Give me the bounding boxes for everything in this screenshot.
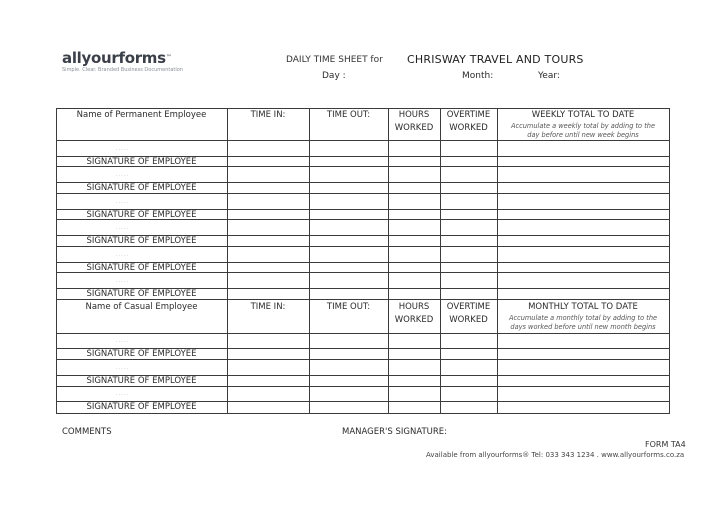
col-header-time-out: TIME OUT: <box>326 110 371 120</box>
timesheet-table <box>56 108 670 414</box>
name-line-hint: ..... <box>116 225 129 231</box>
row-line <box>56 299 670 300</box>
col-header-weekly-total: WEEKLY TOTAL TO DATE <box>531 110 635 120</box>
row-line <box>56 246 670 247</box>
logo <box>62 50 183 73</box>
col-header-hours: HOURS <box>398 302 430 312</box>
col-sep <box>309 108 310 414</box>
signature-label: SIGNATURE OF EMPLOYEE <box>86 183 197 193</box>
signature-label: SIGNATURE OF EMPLOYEE <box>86 210 197 220</box>
col-header-time-in: TIME IN: <box>250 110 286 120</box>
col-header-time-in: TIME IN: <box>250 302 286 312</box>
monthly-total-note-1: Accumulate a monthly total by adding to the <box>508 314 658 322</box>
name-line-hint: ..... <box>116 146 129 152</box>
name-line-hint: ..... <box>116 278 129 284</box>
row-line <box>56 333 670 334</box>
table-border-right <box>669 108 670 414</box>
month-label: Month: <box>462 71 494 81</box>
logo-name: allyourforms <box>62 49 166 67</box>
name-line-hint: ..... <box>116 365 129 371</box>
weekly-total-note-1: Accumulate a weekly total by adding to the <box>510 122 656 130</box>
table-border-top <box>56 108 670 109</box>
name-line-hint: ..... <box>116 199 129 205</box>
signature-label: SIGNATURE OF EMPLOYEE <box>86 349 197 359</box>
col-sep <box>227 108 228 414</box>
name-line-hint: ..... <box>116 338 129 344</box>
col-sep <box>388 108 389 414</box>
col-sep <box>440 108 441 414</box>
col-header-hours-worked: WORKED <box>394 123 434 133</box>
signature-label: SIGNATURE OF EMPLOYEE <box>86 157 197 167</box>
signature-label: SIGNATURE OF EMPLOYEE <box>86 236 197 246</box>
col-header-overtime-worked: WORKED <box>449 123 488 133</box>
logo-trademark: ™ <box>165 54 172 61</box>
row-line <box>56 359 670 360</box>
col-header-overtime: OVERTIME <box>446 110 491 120</box>
form-title: DAILY TIME SHEET for <box>286 55 383 65</box>
year-label: Year: <box>538 71 560 81</box>
col-header-hours: HOURS <box>398 110 430 120</box>
signature-label: SIGNATURE OF EMPLOYEE <box>86 289 197 299</box>
signature-label: SIGNATURE OF EMPLOYEE <box>86 263 197 273</box>
col-header-overtime: OVERTIME <box>446 302 491 312</box>
table-border-bottom <box>56 413 670 414</box>
row-line <box>56 140 670 141</box>
name-line-hint: ..... <box>116 252 129 258</box>
name-line-hint: ..... <box>116 391 129 397</box>
col-header-permanent-name: Name of Permanent Employee <box>76 110 207 120</box>
col-header-hours-worked: WORKED <box>394 315 434 325</box>
signature-label: SIGNATURE OF EMPLOYEE <box>86 402 197 412</box>
weekly-total-note-2: day before until new week begins <box>527 131 639 139</box>
form-number: FORM TA4 <box>645 440 686 449</box>
col-header-monthly-total: MONTHLY TOTAL TO DATE <box>528 302 638 312</box>
comments-label: COMMENTS <box>62 427 112 437</box>
row-line <box>56 386 670 387</box>
manager-signature-label: MANAGER'S SIGNATURE: <box>342 427 448 437</box>
day-label: Day : <box>322 71 346 81</box>
signature-label: SIGNATURE OF EMPLOYEE <box>86 376 197 386</box>
company-name: CHRISWAY TRAVEL AND TOURS <box>407 53 584 66</box>
col-sep <box>497 108 498 414</box>
table-border-left <box>56 108 57 414</box>
name-line-hint: ..... <box>116 172 129 178</box>
col-header-casual-name: Name of Casual Employee <box>85 302 198 312</box>
col-header-time-out: TIME OUT: <box>326 302 371 312</box>
row-line <box>56 193 670 194</box>
logo-tagline: Simple. Clear. Branded Business Documentation <box>62 67 183 73</box>
col-header-overtime-worked: WORKED <box>449 315 488 325</box>
availability-note: Available from allyourforms® Tel: 033 343 1234 . www.allyourforms.co.za <box>426 451 685 459</box>
monthly-total-note-2: days worked before until new month begins <box>510 323 656 331</box>
